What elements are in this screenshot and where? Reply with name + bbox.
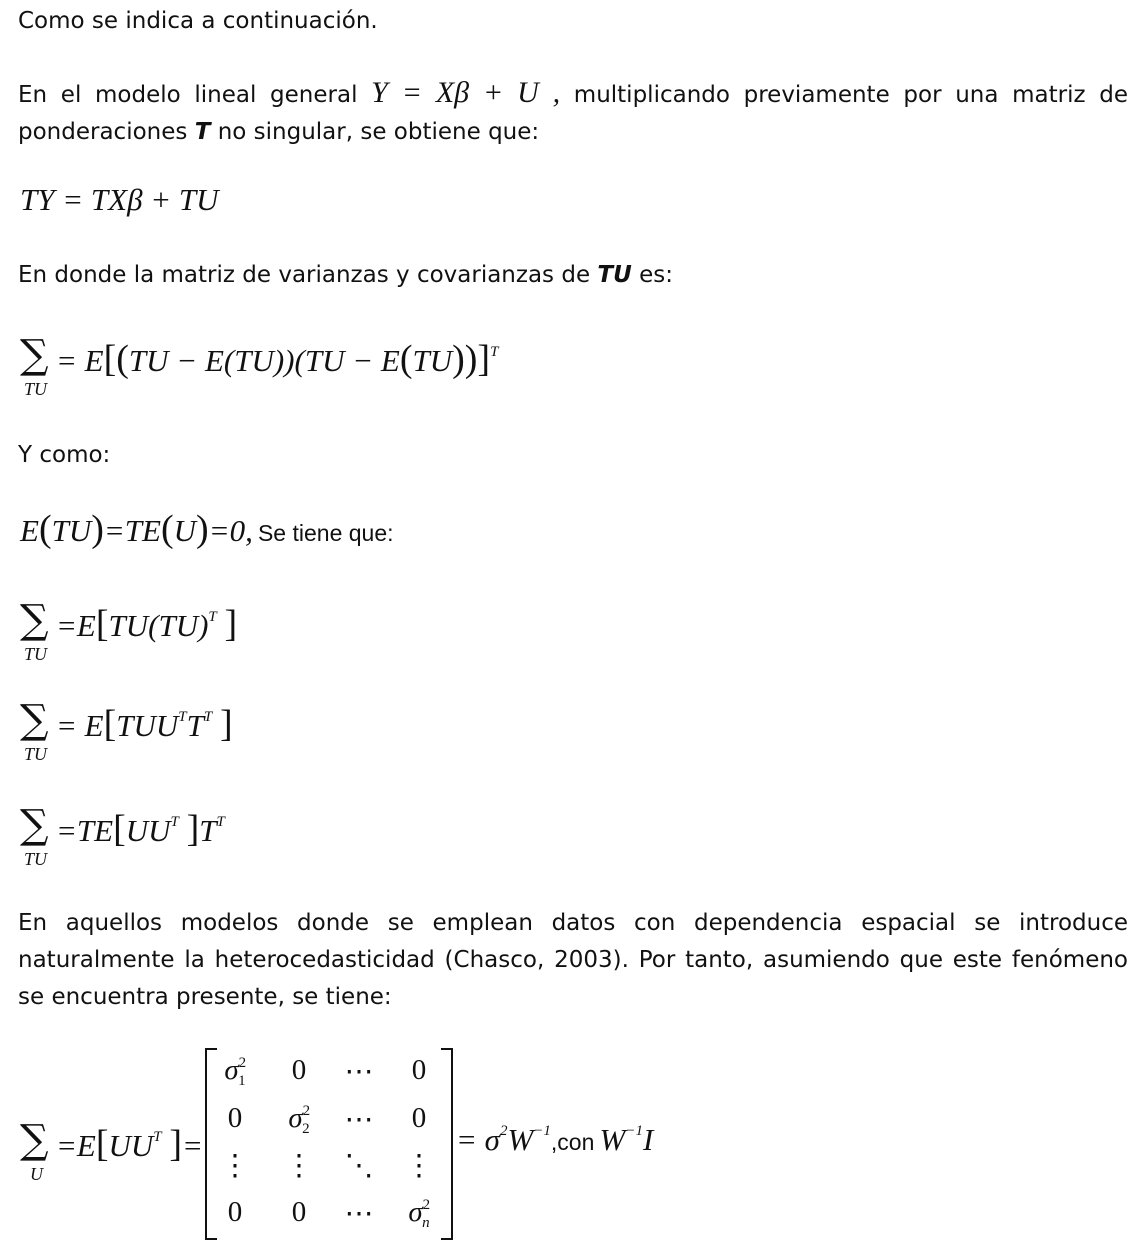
matrix-cell-4-3: ⋯ <box>344 1198 374 1230</box>
final-tail-equation: $W^{-1}I$ <box>599 1122 654 1157</box>
expectation-line <box>20 507 394 551</box>
matrix-cell-3-3: ⋱ <box>344 1150 374 1182</box>
model-equation: Y = Xβ + U , <box>371 76 561 109</box>
sum-subscript: TU <box>24 379 48 399</box>
sum-rhs: = $E[TUU^TT^T$ ] <box>56 703 233 745</box>
matrix-cell-3-1: ⋮ <box>220 1150 250 1182</box>
matrix-cell-4-2: 0 <box>291 1196 307 1228</box>
intro-line: Como se indica a continuación. <box>18 8 378 34</box>
matrix-cell-4-1: 0 <box>227 1196 243 1228</box>
matrix-cell-1-1: $\sigma^2_1$ <box>224 1054 247 1089</box>
final-rhs-equation: = $\sigma^2W^{-1}$ <box>456 1122 551 1157</box>
sum-subscript: TU <box>24 744 48 764</box>
sum-subscript: U <box>30 1164 43 1184</box>
model-text-c: no singular, se obtiene que: <box>217 119 540 145</box>
TU-term: TU <box>597 262 632 288</box>
covariance-text-a: En donde la matriz de varianzas y covarianzas de <box>18 262 591 288</box>
covariance-matrix <box>205 1048 453 1238</box>
expectation-text: Se tiene que: <box>257 520 394 546</box>
covariance-paragraph <box>18 257 1128 294</box>
sum-symbol: ∑ <box>20 597 49 643</box>
matrix-cell-1-3: ⋯ <box>344 1056 374 1088</box>
expectation-equation: E(TU)=TE(U)=0, <box>20 508 253 550</box>
matrix-cell-1-4: 0 <box>411 1054 427 1086</box>
y-como-line: Y como: <box>18 442 111 468</box>
final-rhs <box>456 1122 653 1158</box>
matrix-cell-4-4: $\sigma^2_n$ <box>408 1196 431 1231</box>
sum-subscript: TU <box>24 644 48 664</box>
matrix-T: T <box>194 119 211 145</box>
sum-rhs: =E[TU(TU)$^T$ ] <box>56 603 238 645</box>
sum-symbol: ∑ <box>20 697 49 743</box>
sum-rhs: $=E[UU^T$ ]= <box>56 1123 203 1165</box>
matrix-cell-2-2: $\sigma^2_2$ <box>288 1102 311 1137</box>
sum-rhs: $=TE[UU^T$ ]$T^T$ <box>56 808 225 850</box>
sum-rhs: = $E[(TU - E(TU))(TU - E(TU))]^T$ <box>56 338 499 380</box>
matrix-cell-1-2: 0 <box>291 1054 307 1086</box>
matrix-cell-2-3: ⋯ <box>344 1104 374 1136</box>
matrix-cell-2-4: 0 <box>411 1102 427 1134</box>
sum-symbol: ∑ <box>20 332 49 378</box>
covariance-text-b: es: <box>639 262 673 288</box>
model-paragraph <box>18 74 1128 151</box>
sum-symbol: ∑ <box>20 802 49 848</box>
model-text-b: multiplicando previamente por una matriz de ponderaciones <box>18 82 1129 145</box>
model-text-a: En el modelo lineal general <box>18 82 358 108</box>
matrix-cell-3-2: ⋮ <box>284 1150 314 1182</box>
sum-symbol: ∑ <box>20 1117 49 1163</box>
heteroscedasticity-paragraph: En aquellos modelos donde se emplean datos con dependencia espacial se introduce naturalmente la heterocedasticidad (Chasco, 2003). Por tanto, asumiendo que este fenómeno se encuentra presente, se tiene: <box>18 910 1128 1010</box>
matrix-cell-3-4: ⋮ <box>404 1150 434 1182</box>
transformed-model-equation: TY = TXβ + TU <box>20 182 219 217</box>
sum-subscript: TU <box>24 849 48 869</box>
final-con-text: ,con <box>550 1129 595 1155</box>
matrix-cell-2-1: 0 <box>227 1102 243 1134</box>
